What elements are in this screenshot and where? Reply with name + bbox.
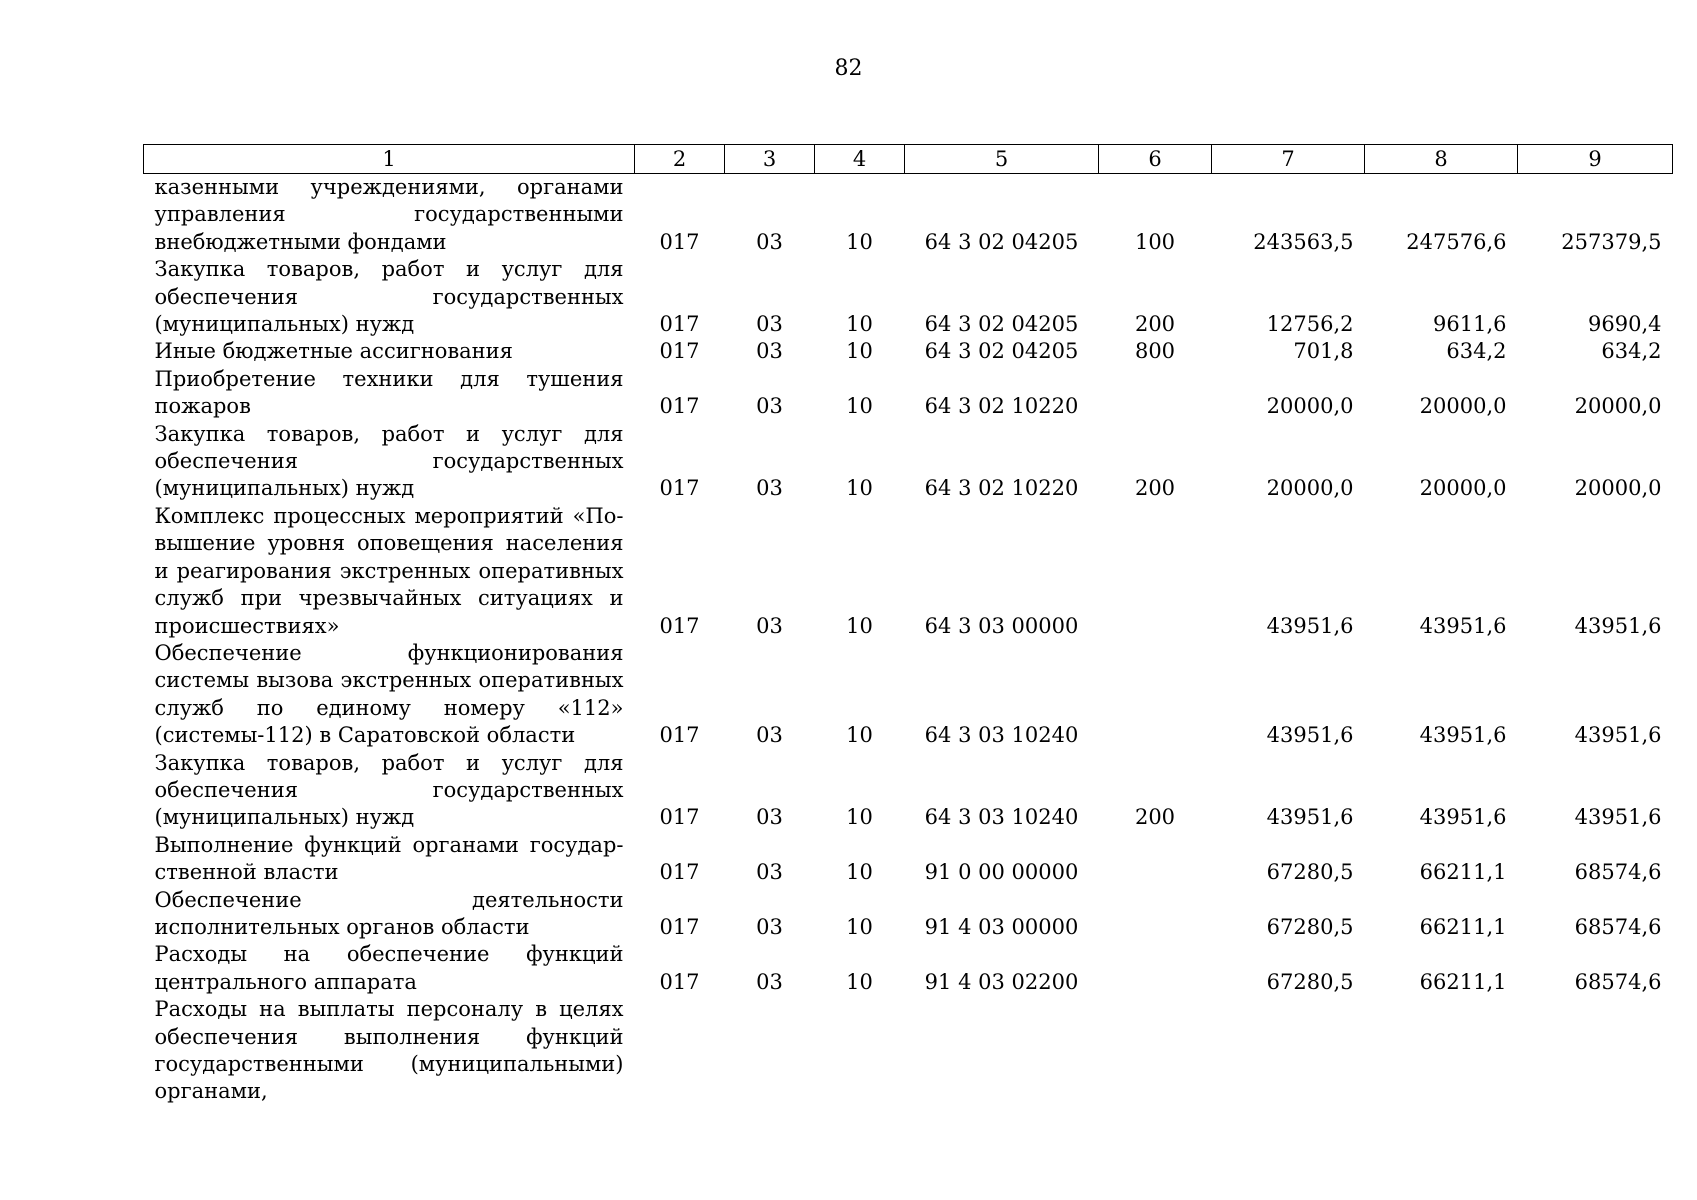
cell-col-5: 64 3 03 10240 [924,805,1079,830]
table-row [144,338,1673,365]
cell-col-2: 017 [659,339,700,364]
cell-col-9: 43951,6 [1574,805,1662,830]
cell-col-2: 017 [659,394,700,419]
cell-col-8: 634,2 [1446,339,1507,364]
column-header-6: 6 [1099,145,1212,174]
cell-col-6: 200 [1134,476,1176,501]
cell-col-5: 64 3 03 10240 [924,723,1079,748]
cell-col-2: 017 [659,723,700,748]
cell-col-6 [1099,887,1212,942]
table-row [144,832,1673,887]
cell-col-9: 20000,0 [1574,476,1662,501]
cell-col-5: 64 3 02 10220 [924,394,1079,419]
cell-col-3: 03 [756,613,783,638]
cell-col-8: 43951,6 [1419,723,1507,748]
row-description: Расходы на выплаты персоналу в целях обеспечения выполнения функций государственными (муниципальными) органами, [154,997,624,1104]
cell-col-5: 64 3 02 04205 [924,312,1079,337]
cell-col-5: 91 4 03 02200 [924,969,1079,994]
cell-col-7: 67280,5 [1266,969,1354,994]
cell-col-2 [635,996,725,1106]
cell-col-7: 43951,6 [1266,723,1354,748]
cell-col-4: 10 [846,613,873,638]
column-header-8: 8 [1365,145,1518,174]
budget-table [143,144,1673,1106]
cell-col-7: 20000,0 [1266,394,1354,419]
cell-col-8: 66211,1 [1419,969,1507,994]
cell-col-6 [1099,503,1212,640]
cell-col-6: 200 [1134,312,1176,337]
cell-col-6 [1099,640,1212,750]
cell-col-3: 03 [756,312,783,337]
cell-col-6: 800 [1134,339,1176,364]
cell-col-9: 43951,6 [1574,723,1662,748]
cell-col-4: 10 [846,394,873,419]
cell-col-9: 43951,6 [1574,613,1662,638]
table-row [144,941,1673,996]
cell-col-2: 017 [659,860,700,885]
column-header-4: 4 [815,145,905,174]
table-row [144,750,1673,832]
cell-col-3: 03 [756,860,783,885]
cell-col-3 [725,996,815,1106]
cell-col-7: 12756,2 [1266,312,1354,337]
cell-col-3: 03 [756,339,783,364]
cell-col-4: 10 [846,969,873,994]
cell-col-8: 9611,6 [1433,312,1507,337]
row-description: Обеспечение деятельности исполнительных органов области [154,887,624,939]
cell-col-6 [1099,366,1212,421]
cell-col-7: 43951,6 [1266,613,1354,638]
cell-col-6: 200 [1134,805,1176,830]
column-header-3: 3 [725,145,815,174]
row-description: Закупка товаров, работ и услуг для обеспечения государственных (муниципальных) нужд [154,750,624,830]
cell-col-2: 017 [659,914,700,939]
row-description: Иные бюджетные ассигнования [154,339,513,364]
row-description: Расходы на обеспечение функций центрального аппарата [154,942,624,994]
cell-col-9: 68574,6 [1574,969,1662,994]
cell-col-5: 64 3 02 04205 [924,229,1079,254]
row-description: Закупка товаров, работ и услуг для обеспечения государственных (муниципальных) нужд [154,257,624,337]
row-description: Приобретение техники для тушения пожаров [154,366,624,419]
column-header-7: 7 [1212,145,1365,174]
cell-col-7: 67280,5 [1266,860,1354,885]
cell-col-3: 03 [756,229,783,254]
table-row [144,887,1673,942]
cell-col-8: 20000,0 [1419,394,1507,419]
cell-col-9: 9690,4 [1588,312,1662,337]
cell-col-7 [1212,996,1365,1106]
table-row [144,174,1673,257]
cell-col-6 [1099,832,1212,887]
cell-col-9: 20000,0 [1574,394,1662,419]
row-description: казенными учреждениями, органами управления государственными внебюджетными фондами [154,175,624,254]
cell-col-3: 03 [756,476,783,501]
cell-col-9: 68574,6 [1574,860,1662,885]
cell-col-2: 017 [659,229,700,254]
table-row [144,503,1673,640]
cell-col-8: 247576,6 [1406,229,1507,254]
table-row [144,366,1673,421]
cell-col-4: 10 [846,339,873,364]
cell-col-2: 017 [659,476,700,501]
cell-col-4: 10 [846,723,873,748]
cell-col-7: 243563,5 [1253,229,1354,254]
cell-col-3: 03 [756,969,783,994]
row-description: Обеспечение функционирования системы вызова экстренных оперативных служб по единому номеру «112» (системы-112) в Саратовской области [154,640,624,748]
cell-col-7: 20000,0 [1266,476,1354,501]
cell-col-8: 43951,6 [1419,613,1507,638]
cell-col-8: 20000,0 [1419,476,1507,501]
cell-col-3: 03 [756,394,783,419]
cell-col-7: 43951,6 [1266,805,1354,830]
cell-col-2: 017 [659,312,700,337]
table-body [144,174,1673,1106]
cell-col-8: 66211,1 [1419,860,1507,885]
table-row [144,640,1673,750]
cell-col-4: 10 [846,860,873,885]
cell-col-2: 017 [659,613,700,638]
row-description: Закупка товаров, работ и услуг для обеспечения государственных (муниципальных) нужд [154,421,624,501]
cell-col-4: 10 [846,805,873,830]
cell-col-9: 257379,5 [1561,229,1662,254]
table-row [144,996,1673,1106]
cell-col-4: 10 [846,476,873,501]
cell-col-5: 64 3 02 10220 [924,476,1079,501]
cell-col-5: 91 4 03 00000 [924,914,1079,939]
row-description: Выполнение функций органами государственной власти [154,832,624,885]
column-header-9: 9 [1518,145,1673,174]
cell-col-9: 634,2 [1601,339,1662,364]
cell-col-6: 100 [1134,229,1176,254]
cell-col-2: 017 [659,805,700,830]
cell-col-4: 10 [846,914,873,939]
cell-col-5: 91 0 00 00000 [924,860,1079,885]
table-header-row [144,145,1673,174]
cell-col-5 [905,996,1099,1106]
cell-col-9 [1518,996,1673,1106]
cell-col-6 [1099,996,1212,1106]
cell-col-4: 10 [846,312,873,337]
column-header-1: 1 [144,145,635,174]
row-description: Комплекс процессных мероприятий «Повышение уровня оповещения населения и реагирования экстренных оперативных служб при чрезвычайных ситуациях и происшествиях» [154,503,624,638]
cell-col-3: 03 [756,805,783,830]
column-header-5: 5 [905,145,1099,174]
cell-col-8 [1365,996,1518,1106]
cell-col-5: 64 3 03 00000 [924,613,1079,638]
cell-col-3: 03 [756,914,783,939]
cell-col-3: 03 [756,723,783,748]
cell-col-4: 10 [846,229,873,254]
cell-col-4 [815,996,905,1106]
cell-col-7: 67280,5 [1266,914,1354,939]
page-number: 82 [834,56,863,81]
table-row [144,421,1673,503]
cell-col-9: 68574,6 [1574,914,1662,939]
cell-col-8: 43951,6 [1419,805,1507,830]
cell-col-2: 017 [659,969,700,994]
table-row [144,256,1673,338]
cell-col-8: 66211,1 [1419,914,1507,939]
column-header-2: 2 [635,145,725,174]
cell-col-6 [1099,941,1212,996]
cell-col-5: 64 3 02 04205 [924,339,1079,364]
cell-col-7: 701,8 [1293,339,1354,364]
